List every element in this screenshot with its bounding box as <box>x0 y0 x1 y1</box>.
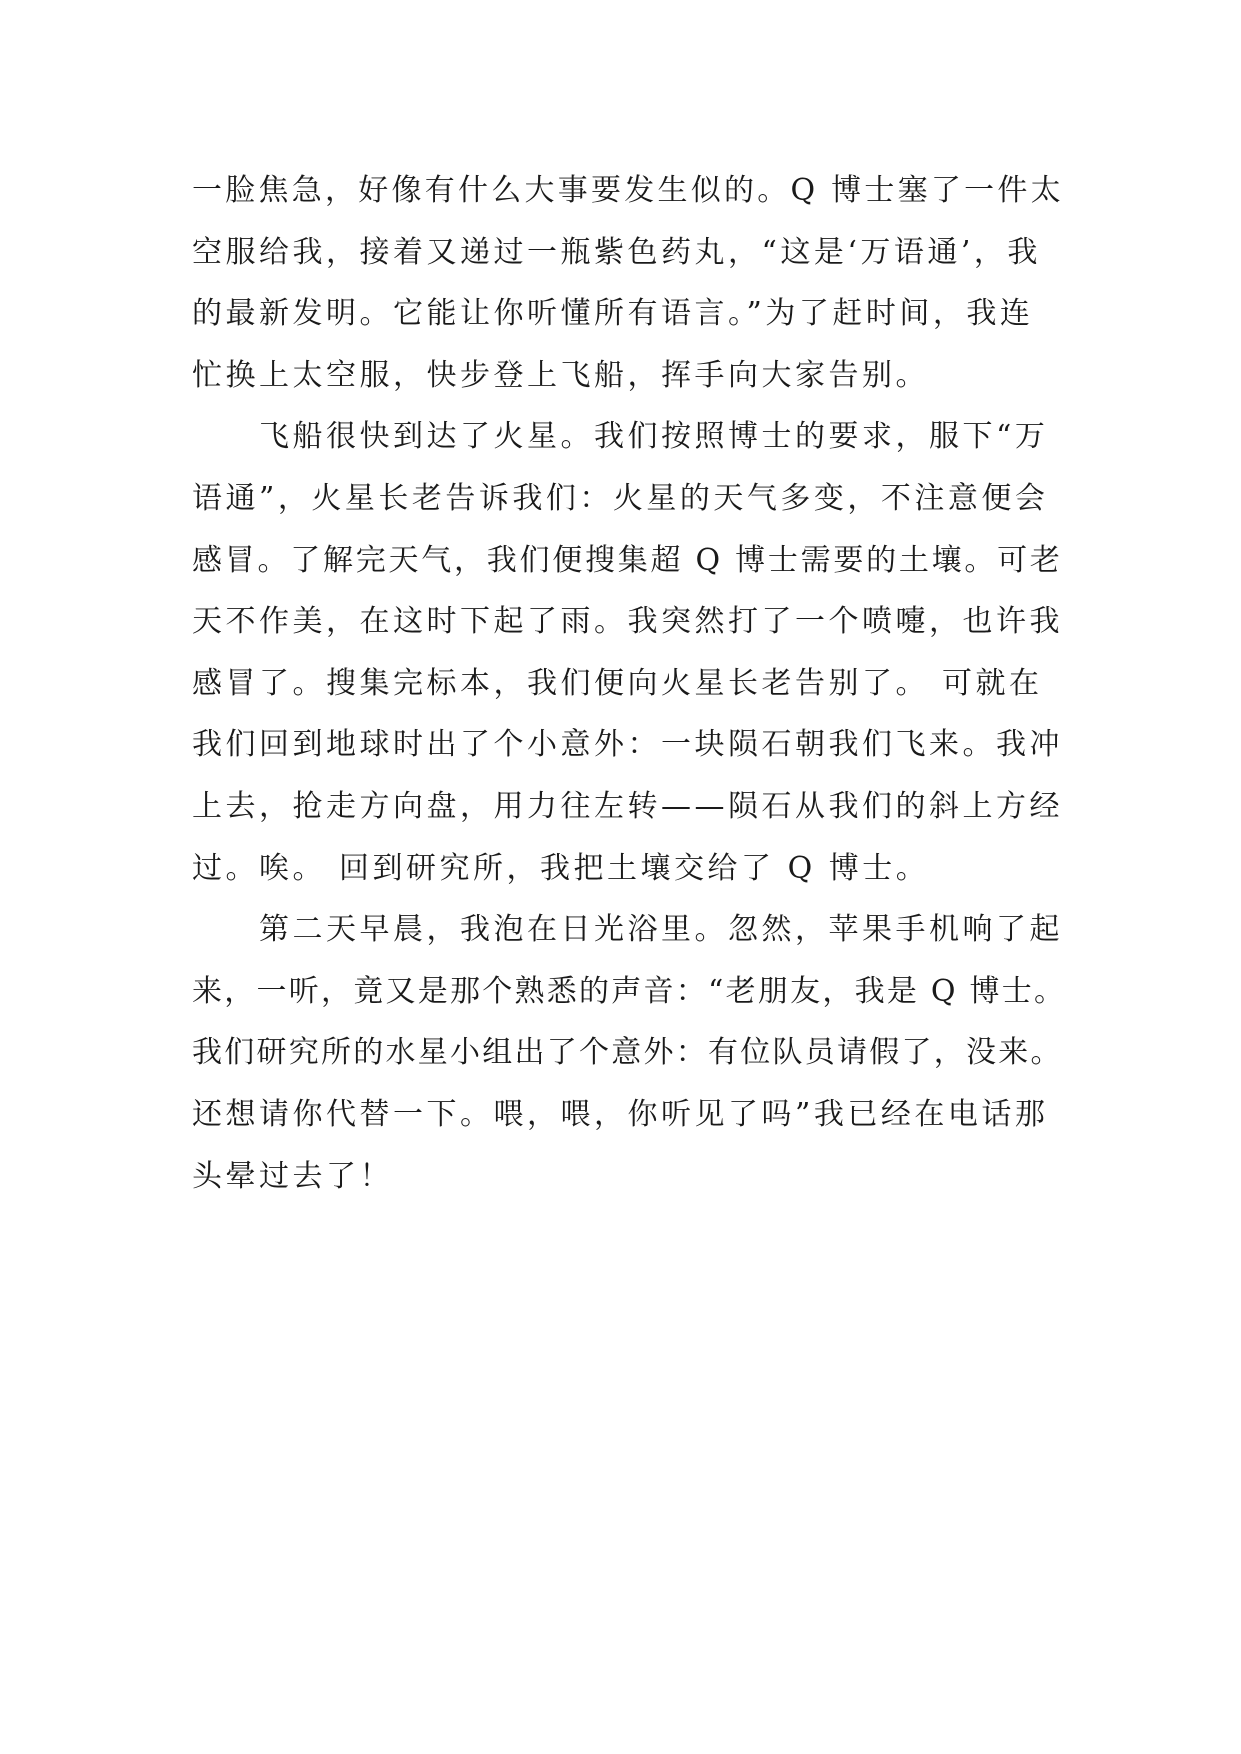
text-line: 来，一听，竟又是那个熟悉的声音：“老朋友，我是 Q 博士。 <box>192 973 1067 1009</box>
text-line: 过。唉。 回到研究所，我把土壤交给了 Q 博士。 <box>192 850 930 886</box>
story-text <box>192 160 1067 1207</box>
text-line: 我们研究所的水星小组出了个意外：有位队员请假了，没来。 <box>192 1035 1063 1071</box>
text-line: 语通”，火星长老告诉我们：火星的天气多变，不注意便会 <box>192 480 1049 516</box>
text-line: 天不作美，在这时下起了雨。我突然打了一个喷嚏，也许我 <box>192 604 1063 640</box>
text-line: 第二天早晨，我泡在日光浴里。忽然，苹果手机响了起 <box>192 912 1063 948</box>
text-line: 一脸焦急，好像有什么大事要发生似的。Q 博士塞了一件太 <box>192 173 1064 208</box>
text-line: 忙换上太空服，快步登上飞船，挥手向大家告别。 <box>192 357 929 393</box>
text-line: 感冒。了解完天气，我们便搜集超 Q 博士需要的土壤。可老 <box>192 542 1063 578</box>
text-line: 感冒了。搜集完标本，我们便向火星长老告别了。 可就在 <box>192 665 1043 701</box>
text-line: 头晕过去了！ <box>192 1158 393 1194</box>
text-line: 飞船很快到达了火星。我们按照博士的要求，服下“万 <box>192 419 1049 455</box>
text-line: 的最新发明。它能让你听懂所有语言。”为了赶时间，我连 <box>192 296 1034 332</box>
text-line: 我们回到地球时出了个小意外：一块陨石朝我们飞来。我冲 <box>192 727 1063 763</box>
text-line: 还想请你代替一下。喂，喂，你听见了吗”我已经在电话那 <box>192 1096 1049 1132</box>
text-line: 上去，抢走方向盘，用力往左转——陨石从我们的斜上方经 <box>192 788 1063 824</box>
text-line: 空服给我，接着又递过一瓶紫色药丸，“这是‘万语通’，我 <box>192 234 1041 270</box>
